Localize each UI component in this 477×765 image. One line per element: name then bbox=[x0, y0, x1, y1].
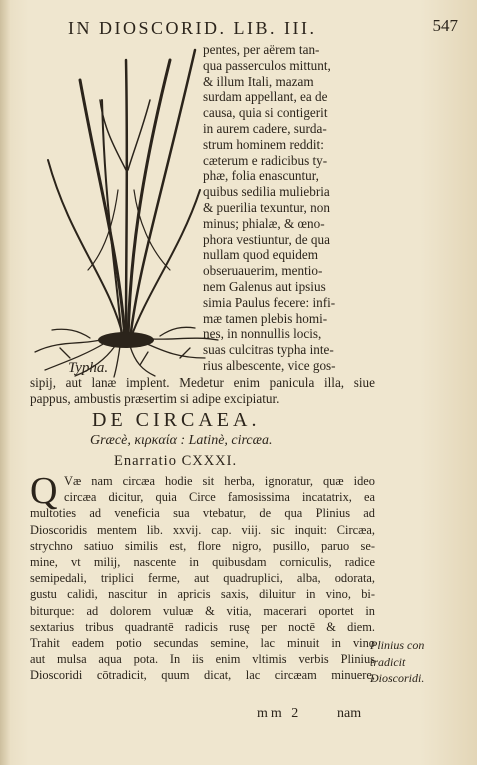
text-line: mine, vt milij, nascente in quibusdam corniculis, radice bbox=[30, 554, 375, 569]
text-line: qua passerculos mittunt, bbox=[203, 57, 331, 73]
enarratio-heading: Enarratio CXXXI. bbox=[114, 453, 238, 469]
text-line: Væ nam circæa hodie sit herba, ignoratur, quæ ideo bbox=[64, 474, 375, 488]
margin-note-line: tradicit bbox=[370, 654, 406, 669]
page-header bbox=[38, 16, 458, 42]
text-line: gustu calidi, nascitur in apricis saxis, diluitur in vino, bi- bbox=[30, 587, 375, 602]
margin-note bbox=[370, 637, 470, 687]
text-line: quibus sedilia muliebria bbox=[203, 184, 330, 200]
text-line: sipij, aut lanæ implent. Medetur enim panicula illa, siue bbox=[30, 375, 375, 390]
page-number: 547 bbox=[432, 16, 458, 35]
text-line: circæa dicitur, quia Circe famosissima incatatrix, ea bbox=[64, 490, 375, 505]
text-line: suas culcitras typha inte- bbox=[203, 342, 334, 358]
text-line: nem Galenus aut ipsius bbox=[203, 278, 326, 294]
body-text bbox=[30, 470, 375, 683]
text-line: multoties ad veneficia sua vtebatur, de qua Plinius ad bbox=[30, 506, 375, 521]
text-line: rius albescente, vice gos- bbox=[203, 357, 336, 373]
text-line: pentes, per aërem tan- bbox=[203, 42, 320, 57]
drop-cap: Q bbox=[30, 470, 58, 512]
text-line: Dioscoridi cōtradicit, quum dicat, lac circæam minuere, bbox=[30, 668, 375, 683]
text-line: & puerilia texuntur, non bbox=[203, 199, 330, 215]
full-width-text bbox=[30, 375, 375, 407]
text-line: sextarius tribus quadrantē radicis rusę per noctē & diem. bbox=[30, 619, 375, 634]
text-line: surdam appellant, ea de bbox=[203, 89, 328, 105]
text-line: mæ tamen plebis homi- bbox=[203, 310, 328, 326]
catchword: nam bbox=[337, 706, 362, 721]
text-line: Trahit eadem potio secundas semine, lac minuit in vino bbox=[30, 635, 375, 650]
text-line: simia Paulus fecere: infi- bbox=[203, 294, 336, 310]
page-gutter bbox=[0, 0, 10, 765]
text-line: & illum Itali, mazam bbox=[203, 73, 314, 89]
text-line: obseruauerim, mentio- bbox=[203, 263, 323, 279]
text-line: cæterum e radicibus ty- bbox=[203, 152, 328, 168]
figure-caption: Typha. bbox=[68, 360, 109, 376]
text-line: pappus, ambustis præsertim si adipe excipiatur. bbox=[30, 390, 280, 406]
signature-mark: mm 2 bbox=[257, 706, 302, 721]
typha-woodcut-illustration bbox=[30, 40, 220, 378]
margin-note-line: Dioscoridi. bbox=[370, 671, 425, 685]
margin-note-line: Plinius con bbox=[370, 638, 425, 652]
text-line: biturque: ad dolorem vuluæ & vitia, macerari oportet in bbox=[30, 603, 375, 618]
text-line: phora vestiuntur, de qua bbox=[203, 231, 330, 247]
text-line: strychno satiuo similis est, flore nigro, pusillo, paruo se- bbox=[30, 538, 375, 553]
text-line: aut mulsa aqua pota. In iis enim vltimis verbis Plinius bbox=[30, 652, 375, 667]
text-line: nullam quod equidem bbox=[203, 247, 319, 263]
section-title: DE CIRCAEA. bbox=[92, 409, 261, 431]
text-line: causa, quia si contigerit bbox=[203, 105, 328, 121]
running-head: IN DIOSCORID. LIB. III. bbox=[68, 18, 317, 38]
text-line: minus; phialæ, & œno- bbox=[203, 215, 325, 231]
text-line: strum hominem reddit: bbox=[203, 136, 324, 152]
text-line: semipedali, triplici ferme, aut quadruplici, alba, odorata, bbox=[30, 571, 375, 586]
text-line: in aurem cadere, surda- bbox=[203, 120, 327, 136]
text-line: nes, in nonnullis locis, bbox=[203, 326, 322, 342]
section-subtitle: Græcè, κιρκαία : Latinè, circæa. bbox=[90, 433, 273, 448]
text-line: Dioscoridis mentem lib. xxvij. cap. viij. sic inquit: Circæa, bbox=[30, 522, 375, 537]
right-column-text bbox=[203, 42, 373, 374]
text-line: phæ, folia enascuntur, bbox=[203, 168, 319, 184]
